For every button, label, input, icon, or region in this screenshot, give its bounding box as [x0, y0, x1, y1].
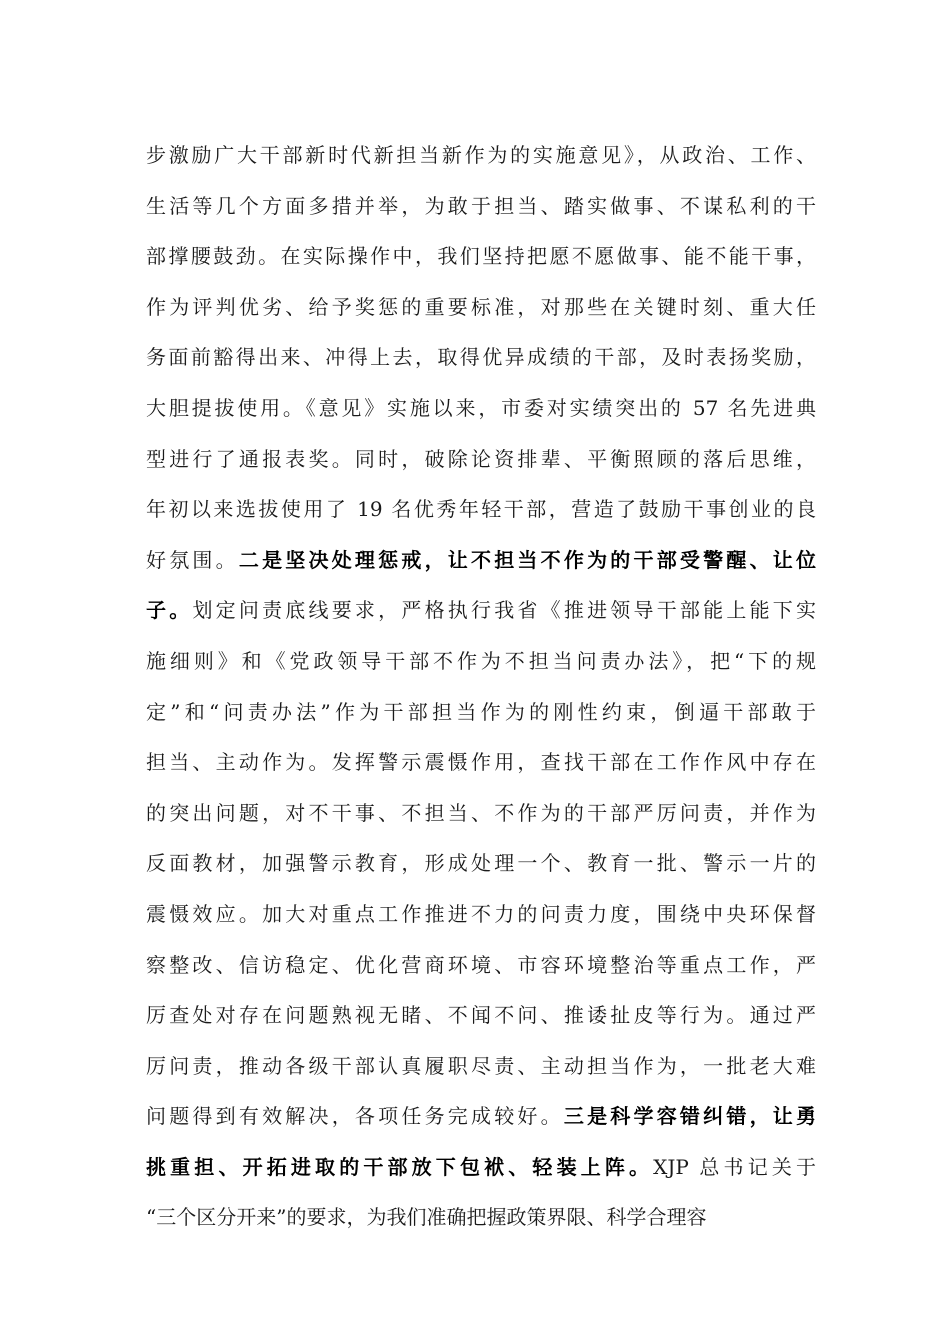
bold-heading-text: 挑重担、开拓进取的干部放下包袱、轻装上阵。: [146, 1154, 654, 1179]
body-text-run: 震慑效应。加大对重点工作推进不力的问责力度，围绕中央环保督: [146, 901, 816, 926]
body-text-run: 划定问责底线要求，严格执行我省《推进领导干部能上能下实: [192, 598, 817, 623]
body-text-run: 部撑腰鼓劲。在实际操作中，我们坚持把愿不愿做事、能不能干事，: [146, 244, 816, 269]
text-line: [146, 130, 816, 181]
body-text-run: 型进行了通报表奖。同时，破除论资排辈、平衡照顾的落后思维，: [146, 446, 816, 471]
body-text-run: 察整改、信访稳定、优化营商环境、市容环境整治等重点工作，严: [146, 952, 816, 977]
body-text-run: 步激励广大干部新时代新担当新作为的实施意见》，从政治、工作、: [146, 143, 816, 167]
body-text-run: 好氛围。: [146, 547, 239, 572]
text-line: [146, 332, 816, 383]
body-text-run: 年初以来选拔使用了 19 名优秀年轻干部，营造了鼓励干事创业的良: [146, 497, 816, 522]
body-text-run: 务面前豁得出来、冲得上去，取得优异成绩的干部，及时表扬奖励，: [146, 345, 816, 370]
text-line: [146, 940, 816, 991]
bold-heading-text: 二是坚决处理惩戒，让不担当不作为的干部受警醒、让位: [238, 547, 817, 572]
text-line: [146, 585, 816, 636]
body-text-run: 定”和“问责办法”作为干部担当作为的刚性约束，倒逼干部敢于: [146, 699, 816, 724]
bold-heading-text: 三是科学容错纠错，让勇: [563, 1104, 817, 1129]
text-line: [146, 838, 816, 889]
body-text-run: 大胆提拔使用。《意见》实施以来，市委对实绩突出的 57 名先进典: [146, 395, 816, 420]
text-line: [146, 636, 816, 687]
body-text-run: 生活等几个方面多措并举，为敢于担当、踏实做事、不谋私利的干: [146, 193, 816, 218]
text-line: [146, 231, 816, 282]
text-line: [146, 282, 816, 333]
body-text-run: 担当、主动作为。发挥警示震慑作用，查找干部在工作作风中存在: [146, 750, 816, 775]
bold-heading-text: 子。: [146, 598, 193, 623]
text-line: [146, 383, 816, 434]
text-line: [146, 889, 816, 940]
text-line: [146, 535, 816, 586]
text-line: [146, 1041, 816, 1092]
text-line: [146, 181, 816, 232]
text-line: [146, 990, 816, 1041]
text-line: [146, 1091, 816, 1142]
body-text: [146, 130, 816, 1243]
text-line: [146, 434, 816, 485]
body-text-run: XJP 总书记关于: [653, 1154, 816, 1179]
body-text-run: 问题得到有效解决，各项任务完成较好。: [146, 1104, 564, 1129]
text-line: [146, 1192, 816, 1243]
body-text-run: 的突出问题，对不干事、不担当、不作为的干部严厉问责，并作为: [146, 800, 816, 825]
text-line: [146, 687, 816, 738]
body-text-run: 厉问责，推动各级干部认真履职尽责、主动担当作为，一批老大难: [146, 1053, 816, 1078]
text-line: [146, 484, 816, 535]
body-text-run: “三个区分开来”的要求，为我们准确把握政策界限、科学合理容: [146, 1205, 707, 1230]
body-text-run: 厉查处对存在问题熟视无睹、不闻不问、推诿扯皮等行为。通过严: [146, 1003, 816, 1028]
body-text-run: 施细则》和《党政领导干部不作为不担当问责办法》，把“下的规: [146, 648, 816, 673]
text-line: [146, 737, 816, 788]
body-text-run: 作为评判优劣、给予奖惩的重要标准，对那些在关键时刻、重大任: [146, 294, 816, 319]
text-line: [146, 1142, 816, 1193]
text-line: [146, 788, 816, 839]
body-text-run: 反面教材，加强警示教育，形成处理一个、教育一批、警示一片的: [146, 851, 816, 876]
